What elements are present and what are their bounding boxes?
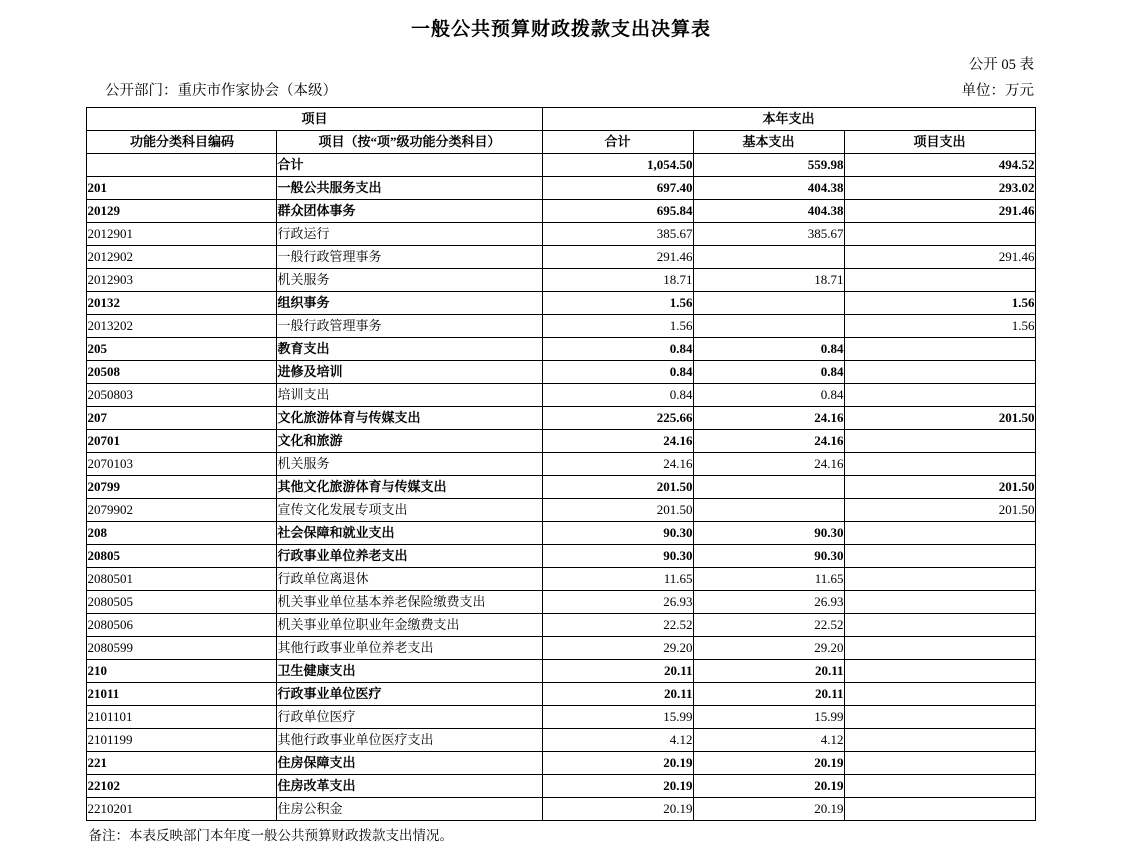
cell-code: 2012903	[87, 269, 277, 292]
table-row	[87, 637, 1035, 660]
table-row	[87, 154, 1035, 177]
cell-code: 205	[87, 338, 277, 361]
cell-project	[844, 637, 1035, 660]
page-title: 一般公共预算财政拨款支出决算表	[410, 19, 711, 40]
cell-project	[844, 591, 1035, 614]
cell-project	[844, 361, 1035, 384]
cell-total: 1.56	[542, 315, 693, 338]
cell-basic: 20.11	[693, 660, 844, 683]
cell-item-name: 行政事业单位医疗	[277, 683, 542, 706]
cell-basic: 24.16	[693, 430, 844, 453]
cell-project: 291.46	[844, 200, 1035, 223]
cell-project	[844, 453, 1035, 476]
table-body	[87, 154, 1035, 821]
cell-total: 201.50	[542, 476, 693, 499]
cell-code: 20799	[87, 476, 277, 499]
table-row	[87, 292, 1035, 315]
cell-total: 20.11	[542, 660, 693, 683]
cell-code: 208	[87, 522, 277, 545]
table-row	[87, 361, 1035, 384]
cell-total: 0.84	[542, 338, 693, 361]
cell-project	[844, 545, 1035, 568]
cell-project	[844, 752, 1035, 775]
cell-code: 20129	[87, 200, 277, 223]
cell-project	[844, 683, 1035, 706]
cell-total: 29.20	[542, 637, 693, 660]
cell-code: 21011	[87, 683, 277, 706]
cell-basic	[693, 499, 844, 522]
cell-project	[844, 269, 1035, 292]
cell-item-name: 进修及培训	[277, 361, 542, 384]
cell-total: 24.16	[542, 453, 693, 476]
table-row	[87, 338, 1035, 361]
cell-code: 201	[87, 177, 277, 200]
cell-basic: 11.65	[693, 568, 844, 591]
table-row	[87, 568, 1035, 591]
header-col-project: 项目支出	[844, 131, 1035, 154]
cell-item-name: 机关服务	[277, 269, 542, 292]
cell-code: 2101199	[87, 729, 277, 752]
cell-total: 24.16	[542, 430, 693, 453]
cell-total: 0.84	[542, 361, 693, 384]
cell-total: 18.71	[542, 269, 693, 292]
cell-code: 221	[87, 752, 277, 775]
cell-total: 1.56	[542, 292, 693, 315]
cell-total: 0.84	[542, 384, 693, 407]
cell-project	[844, 729, 1035, 752]
header-group-year: 本年支出	[542, 108, 1035, 131]
cell-code: 20805	[87, 545, 277, 568]
cell-code: 2012902	[87, 246, 277, 269]
table-row	[87, 775, 1035, 798]
cell-basic: 90.30	[693, 545, 844, 568]
table-row	[87, 706, 1035, 729]
table-row	[87, 614, 1035, 637]
table-row	[87, 430, 1035, 453]
cell-code: 2050803	[87, 384, 277, 407]
cell-project: 291.46	[844, 246, 1035, 269]
cell-project	[844, 660, 1035, 683]
cell-project	[844, 223, 1035, 246]
cell-code	[87, 154, 277, 177]
table-row	[87, 660, 1035, 683]
meta-row	[0, 79, 1122, 103]
cell-item-name: 住房保障支出	[277, 752, 542, 775]
cell-basic: 404.38	[693, 200, 844, 223]
table-row	[87, 177, 1035, 200]
cell-total: 20.19	[542, 798, 693, 821]
cell-code: 20508	[87, 361, 277, 384]
cell-project: 1.56	[844, 315, 1035, 338]
cell-item-name: 一般行政管理事务	[277, 315, 542, 338]
cell-total: 20.19	[542, 752, 693, 775]
cell-item-name: 社会保障和就业支出	[277, 522, 542, 545]
form-code: 公开 05 表	[968, 57, 1034, 73]
cell-item-name: 教育支出	[277, 338, 542, 361]
table-row	[87, 476, 1035, 499]
table-row	[87, 522, 1035, 545]
unit-label: 单位：万元	[961, 83, 1034, 99]
table-row	[87, 384, 1035, 407]
cell-basic: 0.84	[693, 361, 844, 384]
cell-item-name: 机关事业单位基本养老保险缴费支出	[277, 591, 542, 614]
cell-total: 385.67	[542, 223, 693, 246]
form-code-row	[0, 53, 1122, 75]
cell-project	[844, 614, 1035, 637]
cell-code: 2080501	[87, 568, 277, 591]
cell-basic: 18.71	[693, 269, 844, 292]
cell-basic	[693, 315, 844, 338]
cell-item-name: 机关服务	[277, 453, 542, 476]
cell-code: 2080599	[87, 637, 277, 660]
cell-basic: 26.93	[693, 591, 844, 614]
cell-basic: 90.30	[693, 522, 844, 545]
cell-code: 2079902	[87, 499, 277, 522]
table-row	[87, 453, 1035, 476]
cell-basic: 0.84	[693, 338, 844, 361]
cell-basic: 404.38	[693, 177, 844, 200]
header-col-code: 功能分类科目编码	[87, 131, 277, 154]
cell-code: 207	[87, 407, 277, 430]
cell-item-name: 其他行政事业单位养老支出	[277, 637, 542, 660]
cell-total: 201.50	[542, 499, 693, 522]
table-row	[87, 200, 1035, 223]
table-row	[87, 591, 1035, 614]
cell-code: 2101101	[87, 706, 277, 729]
cell-code: 210	[87, 660, 277, 683]
cell-basic: 20.11	[693, 683, 844, 706]
cell-project	[844, 430, 1035, 453]
table-header-row	[87, 131, 1035, 154]
cell-item-name: 培训支出	[277, 384, 542, 407]
cell-item-name: 文化和旅游	[277, 430, 542, 453]
cell-item-name: 群众团体事务	[277, 200, 542, 223]
cell-basic: 29.20	[693, 637, 844, 660]
cell-total: 90.30	[542, 545, 693, 568]
cell-project: 1.56	[844, 292, 1035, 315]
cell-total: 20.11	[542, 683, 693, 706]
cell-item-name: 住房改革支出	[277, 775, 542, 798]
cell-basic: 24.16	[693, 453, 844, 476]
cell-item-name: 组织事务	[277, 292, 542, 315]
cell-item-name: 行政事业单位养老支出	[277, 545, 542, 568]
cell-item-name: 行政单位离退休	[277, 568, 542, 591]
cell-item-name: 一般公共服务支出	[277, 177, 542, 200]
header-col-basic: 基本支出	[693, 131, 844, 154]
cell-project	[844, 384, 1035, 407]
table-row	[87, 752, 1035, 775]
cell-total: 22.52	[542, 614, 693, 637]
table-row	[87, 499, 1035, 522]
header-group-item: 项目	[87, 108, 542, 131]
cell-basic: 22.52	[693, 614, 844, 637]
cell-project	[844, 798, 1035, 821]
cell-total: 26.93	[542, 591, 693, 614]
table-header-group-row	[87, 108, 1035, 131]
cell-total: 695.84	[542, 200, 693, 223]
cell-basic: 24.16	[693, 407, 844, 430]
cell-item-name: 合计	[277, 154, 542, 177]
cell-total: 90.30	[542, 522, 693, 545]
cell-code: 2210201	[87, 798, 277, 821]
cell-code: 2013202	[87, 315, 277, 338]
department-label: 公开部门：重庆市作家协会（本级）	[105, 83, 337, 99]
header-col-name: 项目（按“项”级功能分类科目）	[277, 131, 542, 154]
cell-item-name: 机关事业单位职业年金缴费支出	[277, 614, 542, 637]
cell-project	[844, 706, 1035, 729]
cell-project	[844, 338, 1035, 361]
cell-project: 201.50	[844, 407, 1035, 430]
cell-project: 494.52	[844, 154, 1035, 177]
cell-total: 1,054.50	[542, 154, 693, 177]
cell-item-name: 文化旅游体育与传媒支出	[277, 407, 542, 430]
cell-basic: 0.84	[693, 384, 844, 407]
cell-item-name: 宣传文化发展专项支出	[277, 499, 542, 522]
cell-project: 201.50	[844, 499, 1035, 522]
cell-code: 20701	[87, 430, 277, 453]
table-row	[87, 223, 1035, 246]
table-row	[87, 407, 1035, 430]
cell-item-name: 行政单位医疗	[277, 706, 542, 729]
table-row	[87, 798, 1035, 821]
cell-item-name: 行政运行	[277, 223, 542, 246]
cell-total: 20.19	[542, 775, 693, 798]
cell-total: 15.99	[542, 706, 693, 729]
cell-basic	[693, 476, 844, 499]
cell-code: 22102	[87, 775, 277, 798]
cell-project	[844, 775, 1035, 798]
cell-item-name: 其他文化旅游体育与传媒支出	[277, 476, 542, 499]
table-row	[87, 246, 1035, 269]
cell-total: 291.46	[542, 246, 693, 269]
cell-basic: 20.19	[693, 798, 844, 821]
cell-code: 2070103	[87, 453, 277, 476]
cell-total: 225.66	[542, 407, 693, 430]
cell-total: 11.65	[542, 568, 693, 591]
cell-project: 293.02	[844, 177, 1035, 200]
cell-basic: 20.19	[693, 775, 844, 798]
cell-basic: 559.98	[693, 154, 844, 177]
cell-project	[844, 522, 1035, 545]
cell-item-name: 住房公积金	[277, 798, 542, 821]
cell-item-name: 其他行政事业单位医疗支出	[277, 729, 542, 752]
table-row	[87, 315, 1035, 338]
budget-expenditure-table	[86, 107, 1035, 821]
cell-project	[844, 568, 1035, 591]
cell-code: 20132	[87, 292, 277, 315]
cell-project: 201.50	[844, 476, 1035, 499]
cell-code: 2080506	[87, 614, 277, 637]
header-col-total: 合计	[542, 131, 693, 154]
cell-basic: 385.67	[693, 223, 844, 246]
cell-basic	[693, 292, 844, 315]
cell-item-name: 一般行政管理事务	[277, 246, 542, 269]
cell-code: 2080505	[87, 591, 277, 614]
table-row	[87, 683, 1035, 706]
cell-basic: 20.19	[693, 752, 844, 775]
cell-basic: 15.99	[693, 706, 844, 729]
cell-item-name: 卫生健康支出	[277, 660, 542, 683]
cell-basic: 4.12	[693, 729, 844, 752]
table-row	[87, 269, 1035, 292]
cell-code: 2012901	[87, 223, 277, 246]
page	[0, 14, 1122, 843]
cell-total: 697.40	[542, 177, 693, 200]
table-row	[87, 729, 1035, 752]
table-note: 备注：本表反映部门本年度一般公共预算财政拨款支出情况。	[88, 828, 453, 843]
table-row	[87, 545, 1035, 568]
cell-total: 4.12	[542, 729, 693, 752]
cell-basic	[693, 246, 844, 269]
